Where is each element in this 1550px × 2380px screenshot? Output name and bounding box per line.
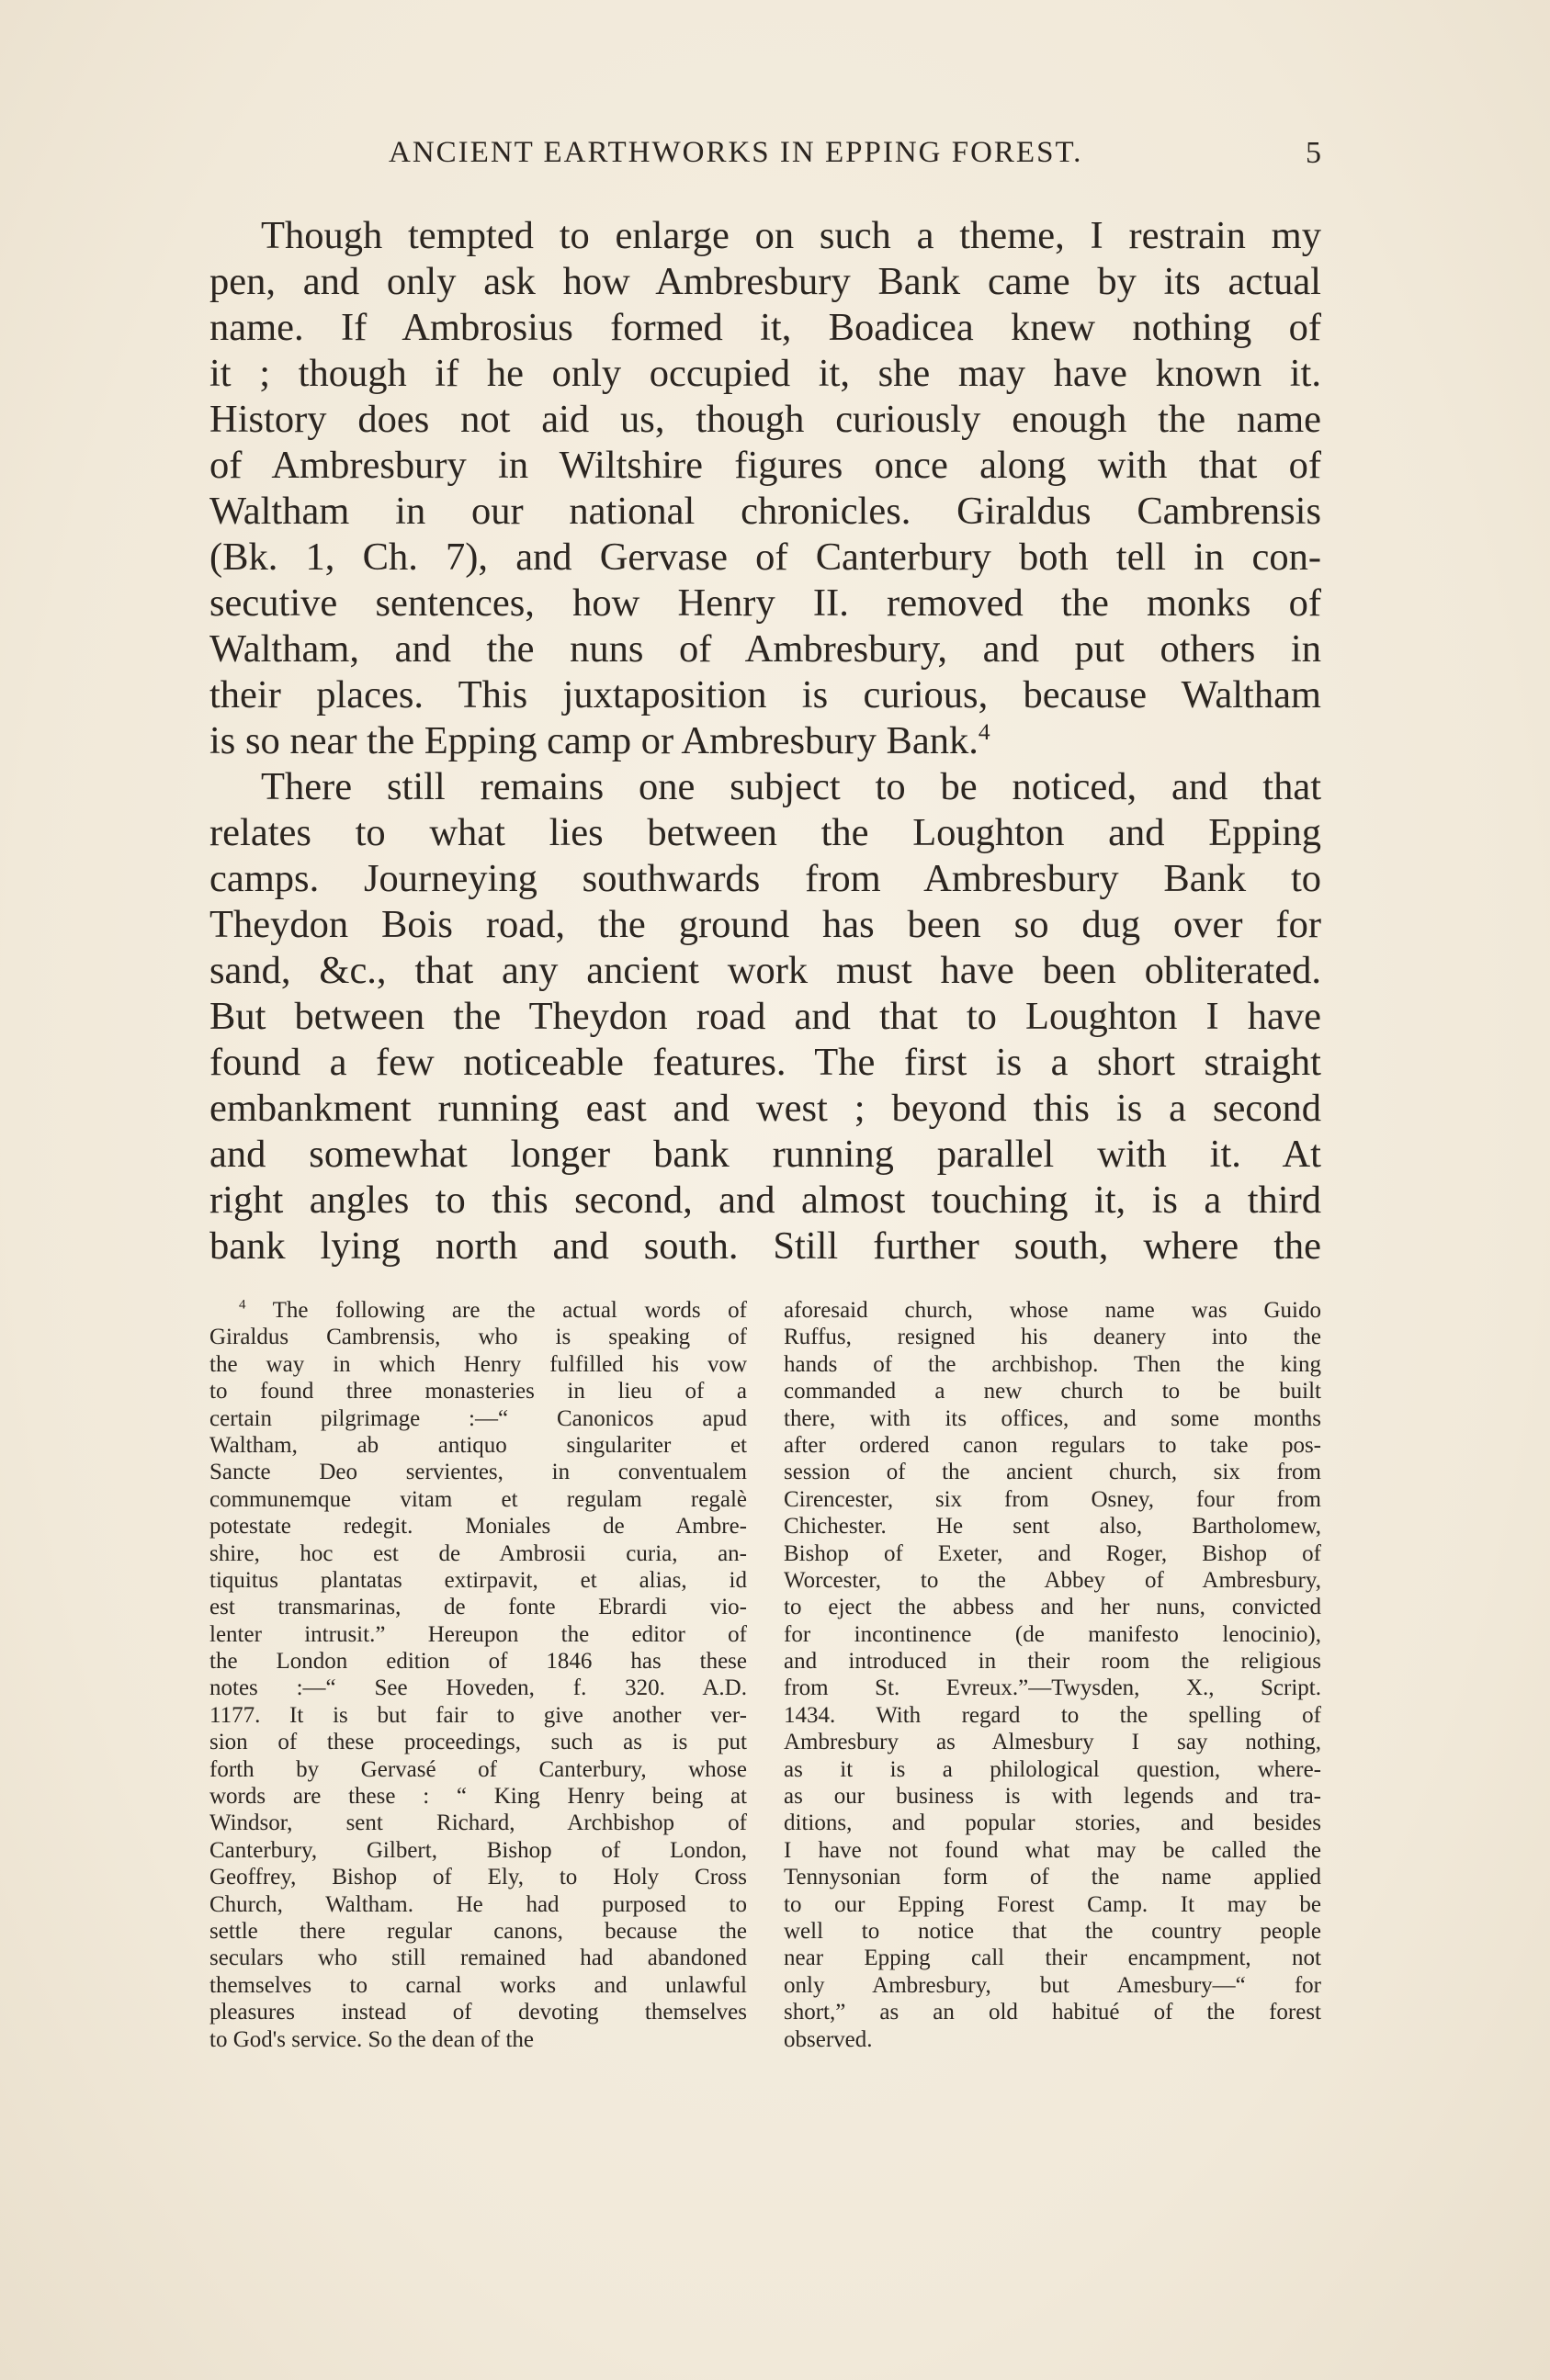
footnote-line: ditions, and popular stories, and besides <box>784 1810 1321 1836</box>
text-line: sand, &c., that any ancient work must have been obliterated. <box>209 949 1321 992</box>
footnote-line: est transmarinas, de fonte Ebrardi vio- <box>209 1595 747 1620</box>
footnote-line: there, with its offices, and some months <box>784 1405 1321 1431</box>
text-line: name. If Ambrosius formed it, Boadicea knew nothing of <box>209 306 1321 349</box>
text-line: of Ambresbury in Wiltshire figures once along with that of <box>209 444 1321 487</box>
text-line: bank lying north and south. Still further south, where the <box>209 1224 1321 1268</box>
footnote-line: certain pilgrimage :—“ Canonicos apud <box>209 1405 747 1431</box>
footnote-line: communemque vitam et regulam regalè <box>209 1486 747 1512</box>
footnote-line: to God's service. So the dean of the <box>209 2026 535 2052</box>
footnote-line: Church, Waltham. He had purposed to <box>209 1891 747 1917</box>
footnote-line: pleasures instead of devoting themselves <box>209 2000 747 2025</box>
footnote-line: potestate redegit. Moniales de Ambre- <box>209 1514 747 1540</box>
text-line: it ; though if he only occupied it, she may have known it. <box>209 352 1321 395</box>
footnote-column-left <box>209 1297 747 2053</box>
footnote-reference[interactable]: 4 <box>978 718 990 745</box>
footnote-line: short,” as an old habitué of the forest <box>784 2000 1321 2025</box>
footnote-line: Windsor, sent Richard, Archbishop of <box>209 1810 747 1836</box>
footnote-line: hands of the archbishop. Then the king <box>784 1351 1321 1377</box>
text-line: camps. Journeying southwards from Ambresbury Bank to <box>209 857 1321 900</box>
footnote-line: I have not found what may be called the <box>784 1837 1321 1863</box>
footnote-line: 1434. With regard to the spelling of <box>784 1702 1321 1728</box>
footnote-line: shire, hoc est de Ambrosii curia, an- <box>209 1540 747 1566</box>
footnote-line: 1177. It is but fair to give another ver- <box>209 1702 747 1728</box>
text-line: pen, and only ask how Ambresbury Bank came by its actual <box>209 260 1321 303</box>
running-title: ANCIENT EARTHWORKS IN EPPING FOREST. <box>389 136 1083 169</box>
text-line: found a few noticeable features. The first is a short straight <box>209 1041 1321 1084</box>
footnote-line: words are these : “ King Henry being at <box>209 1784 747 1810</box>
footnote-line: for incontinence (de manifesto lenocinio), <box>784 1621 1321 1647</box>
footnote-line: Sancte Deo servientes, in conventualem <box>209 1460 747 1485</box>
footnote-line: sion of these proceedings, such as is put <box>209 1730 747 1755</box>
text-line: Theydon Bois road, the ground has been so dug over for <box>209 903 1321 946</box>
text-line: their places. This juxtaposition is curious, because Waltham <box>209 673 1321 716</box>
footnote-line: tiquitus plantatas extirpavit, et alias, id <box>209 1567 747 1593</box>
page-header <box>209 136 1321 182</box>
text-line: secutive sentences, how Henry II. removed the monks of <box>209 581 1321 625</box>
footnote-line: to found three monasteries in lieu of a <box>209 1379 747 1404</box>
text-line-with-footnote <box>209 718 1321 764</box>
text-line: But between the Theydon road and that to Loughton I have <box>209 995 1321 1038</box>
footnote-line: session of the ancient church, six from <box>784 1460 1321 1485</box>
footnote-line: well to notice that the country people <box>784 1918 1321 1944</box>
footnote-line: settle there regular canons, because the <box>209 1918 747 1944</box>
footnote-line: themselves to carnal works and unlawful <box>209 1972 747 1998</box>
footnote-line: Ambresbury as Almesbury I say nothing, <box>784 1730 1321 1755</box>
footnote-line: notes :—“ See Hoveden, f. 320. A.D. <box>209 1675 747 1701</box>
footnote-line: forth by Gervasé of Canterbury, whose <box>209 1756 747 1782</box>
main-text <box>209 213 1321 1269</box>
footnote-line: Geoffrey, Bishop of Ely, to Holy Cross <box>209 1865 747 1890</box>
footnote-line: to eject the abbess and her nuns, convicted <box>784 1595 1321 1620</box>
footnote-line: Giraldus Cambrensis, who is speaking of <box>209 1325 747 1350</box>
text-line: Waltham in our national chronicles. Giraldus Cambrensis <box>209 490 1321 533</box>
footnote-column-right <box>784 1297 1321 2053</box>
footnote-line: and introduced in their room the religious <box>784 1649 1321 1675</box>
text-line: Though tempted to enlarge on such a theme, I restrain my <box>261 214 1321 257</box>
footnote-line: Ruffus, resigned his deanery into the <box>784 1325 1321 1350</box>
footnote-line: the London edition of 1846 has these <box>209 1649 747 1675</box>
footnote-line: Waltham, ab antiquo singulariter et <box>209 1432 747 1458</box>
footnote-line: the way in which Henry fulfilled his vow <box>209 1351 747 1377</box>
text-line: History does not aid us, though curiously enough the name <box>209 398 1321 441</box>
footnote-line: only Ambresbury, but Amesbury—“ for <box>784 1972 1321 1998</box>
text-line: (Bk. 1, Ch. 7), and Gervase of Canterbury both tell in con- <box>209 536 1321 579</box>
footnote-line: aforesaid church, whose name was Guido <box>784 1298 1321 1323</box>
text-line-content: is so near the Epping camp or Ambresbury Bank. <box>209 719 979 762</box>
footnote-line: Worcester, to the Abbey of Ambresbury, <box>784 1567 1321 1593</box>
text-line: There still remains one subject to be noticed, and that <box>261 765 1321 808</box>
footnote-line: Cirencester, six from Osney, four from <box>784 1486 1321 1512</box>
footnote-line: after ordered canon regulars to take pos- <box>784 1432 1321 1458</box>
footnote-line: observed. <box>784 2026 873 2052</box>
text-line: relates to what lies between the Loughton and Epping <box>209 811 1321 854</box>
text-line: embankment running east and west ; beyond this is a second <box>209 1087 1321 1130</box>
text-line: Waltham, and the nuns of Ambresbury, and put others in <box>209 627 1321 671</box>
footnote-line: Tennysonian form of the name applied <box>784 1865 1321 1890</box>
footnote-line: Chichester. He sent also, Bartholomew, <box>784 1514 1321 1540</box>
footnote-line: Canterbury, Gilbert, Bishop of London, <box>209 1837 747 1863</box>
footnote-line-text: The following are the actual words of <box>272 1298 747 1323</box>
footnote-line: from St. Evreux.”—Twysden, X., Script. <box>784 1675 1321 1701</box>
footnote-line: Bishop of Exeter, and Roger, Bishop of <box>784 1540 1321 1566</box>
footnote-line: as our business is with legends and tra- <box>784 1784 1321 1810</box>
footnote-line: as it is a philological question, where- <box>784 1756 1321 1782</box>
footnote-line: commanded a new church to be built <box>784 1379 1321 1404</box>
text-line: right angles to this second, and almost touching it, is a third <box>209 1179 1321 1222</box>
footnote-marker: 4 <box>239 1297 246 1313</box>
page-number: 5 <box>1306 136 1321 170</box>
footnote-line: seculars who still remained had abandoned <box>209 1946 747 1971</box>
footnote-line <box>209 1297 747 1324</box>
text-line: and somewhat longer bank running parallel with it. At <box>209 1133 1321 1176</box>
footnote-line: lenter intrusit.” Hereupon the editor of <box>209 1621 747 1647</box>
footnote-line: to our Epping Forest Camp. It may be <box>784 1891 1321 1917</box>
footnote-line: near Epping call their encampment, not <box>784 1946 1321 1971</box>
